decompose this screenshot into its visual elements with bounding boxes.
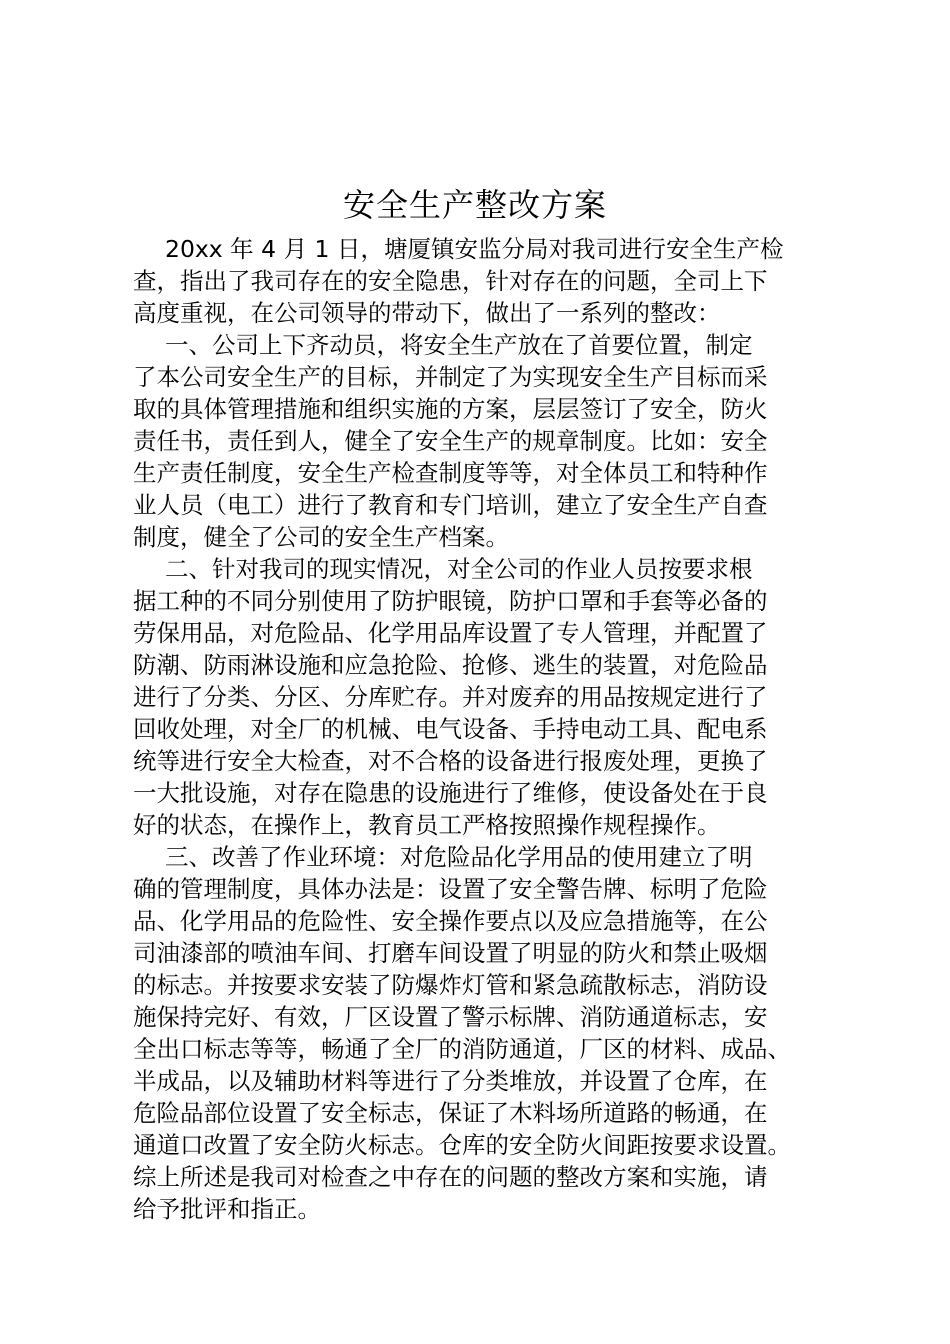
body-line-25: 施保持完好、有效，厂区设置了警示标牌、消防通道标志，安	[133, 1003, 768, 1031]
body-line-2: 查，指出了我司存在的安全隐患，针对存在的问题，全司上下	[133, 267, 768, 295]
body-line-8: 生产责任制度，安全生产检查制度等等，对全体员工和特种作	[133, 459, 768, 487]
body-line-6: 取的具体管理措施和组织实施的方案，层层签订了安全，防火	[133, 395, 768, 423]
body-line-21: 确的管理制度，具体办法是：设置了安全警告牌、标明了危险	[133, 875, 768, 903]
body-line-24: 的标志。并按要求安装了防爆炸灯管和紧急疏散标志，消防设	[133, 971, 768, 999]
body-line-30: 综上所述是我司对检查之中存在的问题的整改方案和实施，请	[133, 1163, 768, 1191]
body-line-26: 全出口标志等等，畅通了全厂的消防通道，厂区的材料、成品、	[133, 1035, 791, 1063]
body-line-5: 了本公司安全生产的目标，并制定了为实现安全生产目标而采	[133, 363, 768, 391]
body-line-29: 通道口改置了安全防火标志。仓库的安全防火间距按要求设置。	[133, 1131, 791, 1159]
body-line-16: 回收处理，对全厂的机械、电气设备、手持电动工具、配电系	[133, 715, 768, 743]
body-line-28: 危险品部位设置了安全标志，保证了木料场所道路的畅通，在	[133, 1099, 768, 1127]
body-line-31: 给予批评和指正。	[133, 1195, 321, 1223]
body-line-4: 一、公司上下齐动员，将安全生产放在了首要位置，制定	[165, 331, 753, 359]
body-line-1: 20xx 年 4 月 1 日，塘厦镇安监分局对我司进行安全生产检	[165, 235, 784, 263]
body-line-22: 品、化学用品的危险性、安全操作要点以及应急措施等，在公	[133, 907, 768, 935]
body-line-23: 司油漆部的喷油车间、打磨车间设置了明显的防火和禁止吸烟	[133, 939, 768, 967]
body-line-20: 三、改善了作业环境：对危险品化学用品的使用建立了明	[165, 843, 753, 871]
body-line-3: 高度重视，在公司领导的带动下，做出了一系列的整改：	[133, 299, 721, 327]
body-line-27: 半成品，以及辅助材料等进行了分类堆放，并设置了仓库，在	[133, 1067, 768, 1095]
body-line-12: 据工种的不同分别使用了防护眼镜，防护口罩和手套等必备的	[133, 587, 768, 615]
body-line-19: 好的状态，在操作上，教育员工严格按照操作规程操作。	[133, 811, 721, 839]
document-title: 安全生产整改方案	[342, 186, 607, 224]
body-line-14: 防潮、防雨淋设施和应急抢险、抢修、逃生的装置，对危险品	[133, 651, 768, 679]
body-line-17: 统等进行安全大检查，对不合格的设备进行报废处理，更换了	[133, 747, 768, 775]
body-line-18: 一大批设施，对存在隐患的设施进行了维修，使设备处在于良	[133, 779, 768, 807]
body-line-9: 业人员（电工）进行了教育和专门培训，建立了安全生产自查	[133, 491, 768, 519]
body-line-7: 责任书，责任到人，健全了安全生产的规章制度。比如：安全	[133, 427, 768, 455]
body-line-13: 劳保用品，对危险品、化学用品库设置了专人管理，并配置了	[133, 619, 768, 647]
body-line-11: 二、针对我司的现实情况，对全公司的作业人员按要求根	[165, 555, 753, 583]
body-line-15: 进行了分类、分区、分库贮存。并对废弃的用品按规定进行了	[133, 683, 768, 711]
body-line-10: 制度，健全了公司的安全生产档案。	[133, 523, 509, 551]
